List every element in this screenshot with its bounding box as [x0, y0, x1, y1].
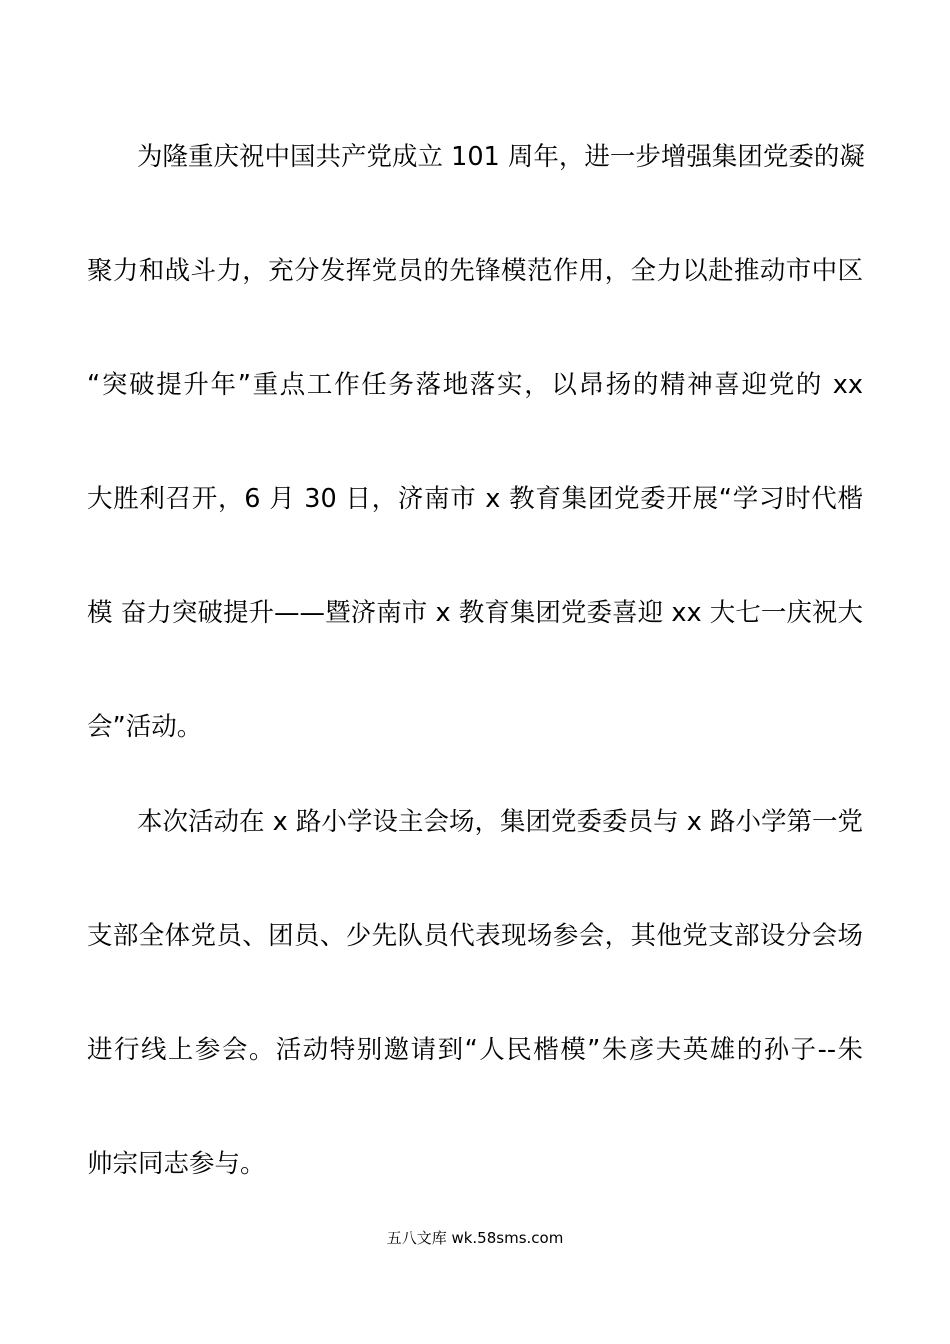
paragraph-1-line-6: 会”活动。	[87, 712, 203, 742]
paragraph-1-line-5: 模 奋力突破提升——暨济南市 x 教育集团党委喜迎 xx 大七一庆祝大	[87, 598, 863, 628]
paragraph-1-line-3: “突破提升年”重点工作任务落地落实，以昂扬的精神喜迎党的 xx	[87, 370, 863, 400]
paragraph-1-line-1: 为隆重庆祝中国共产党成立 101 周年，进一步增强集团党委的凝	[137, 142, 865, 172]
paragraph-1-line-2: 聚力和战斗力，充分发挥党员的先锋模范作用，全力以赴推动市中区	[87, 256, 863, 286]
paragraph-2-line-4: 帅宗同志参与。	[87, 1149, 266, 1179]
paragraph-2-line-3: 进行线上参会。活动特别邀请到“人民楷模”朱彦夫英雄的孙子--朱	[87, 1035, 863, 1065]
paragraph-2-line-1: 本次活动在 x 路小学设主会场，集团党委委员与 x 路小学第一党	[137, 807, 863, 837]
paragraph-2-line-2: 支部全体党员、团员、少先队员代表现场参会，其他党支部设分会场	[87, 921, 863, 951]
paragraph-1-line-4: 大胜利召开，6 月 30 日，济南市 x 教育集团党委开展“学习时代楷	[87, 484, 863, 514]
footer-watermark: 五八文库 wk.58sms.com	[386, 1229, 564, 1247]
